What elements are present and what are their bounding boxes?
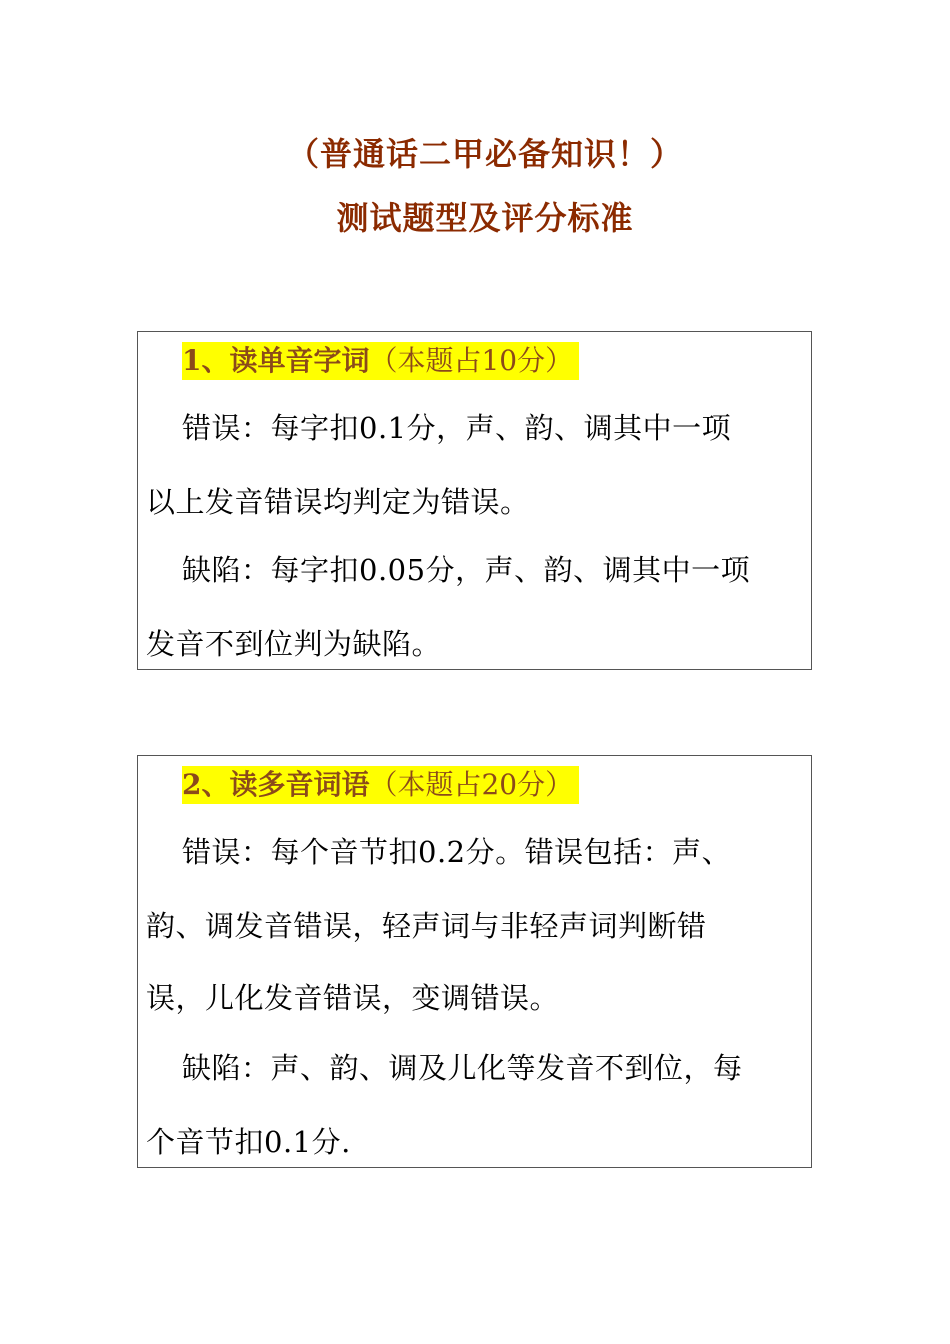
section-1-heading <box>182 342 579 380</box>
section-1-line-4: 发音不到位判为缺陷。 <box>146 627 442 661</box>
section-2-line-3: 误，儿化发音错误，变调错误。 <box>146 981 560 1015</box>
document-title: （普通话二甲必备知识！） <box>286 135 683 173</box>
section-box-2 <box>137 755 812 1168</box>
section-2-line-1: 错误：每个音节扣0.2分。错误包括：声、 <box>182 835 732 869</box>
section-2-line-4: 缺陷：声、韵、调及儿化等发音不到位，每 <box>182 1051 743 1085</box>
section-1-line-2: 以上发音错误均判定为错误。 <box>146 485 530 519</box>
section-2-heading-note: （本题占20分） <box>369 768 574 801</box>
section-box-1 <box>137 331 812 670</box>
section-2-heading-main: 2、读多音词语 <box>182 768 370 801</box>
section-2-line-2: 韵、调发音错误，轻声词与非轻声词判断错 <box>146 909 707 943</box>
section-1-line-1: 错误：每字扣0.1分，声、韵、调其中一项 <box>182 411 732 445</box>
section-1-line-3: 缺陷：每字扣0.05分，声、韵、调其中一项 <box>182 553 751 587</box>
section-2-heading <box>182 766 579 804</box>
section-1-heading-main: 1、读单音字词 <box>182 344 370 377</box>
document-subtitle: 测试题型及评分标准 <box>336 199 634 237</box>
section-2-line-5: 个音节扣0.1分. <box>146 1125 351 1159</box>
section-1-heading-note: （本题占10分） <box>369 344 574 377</box>
